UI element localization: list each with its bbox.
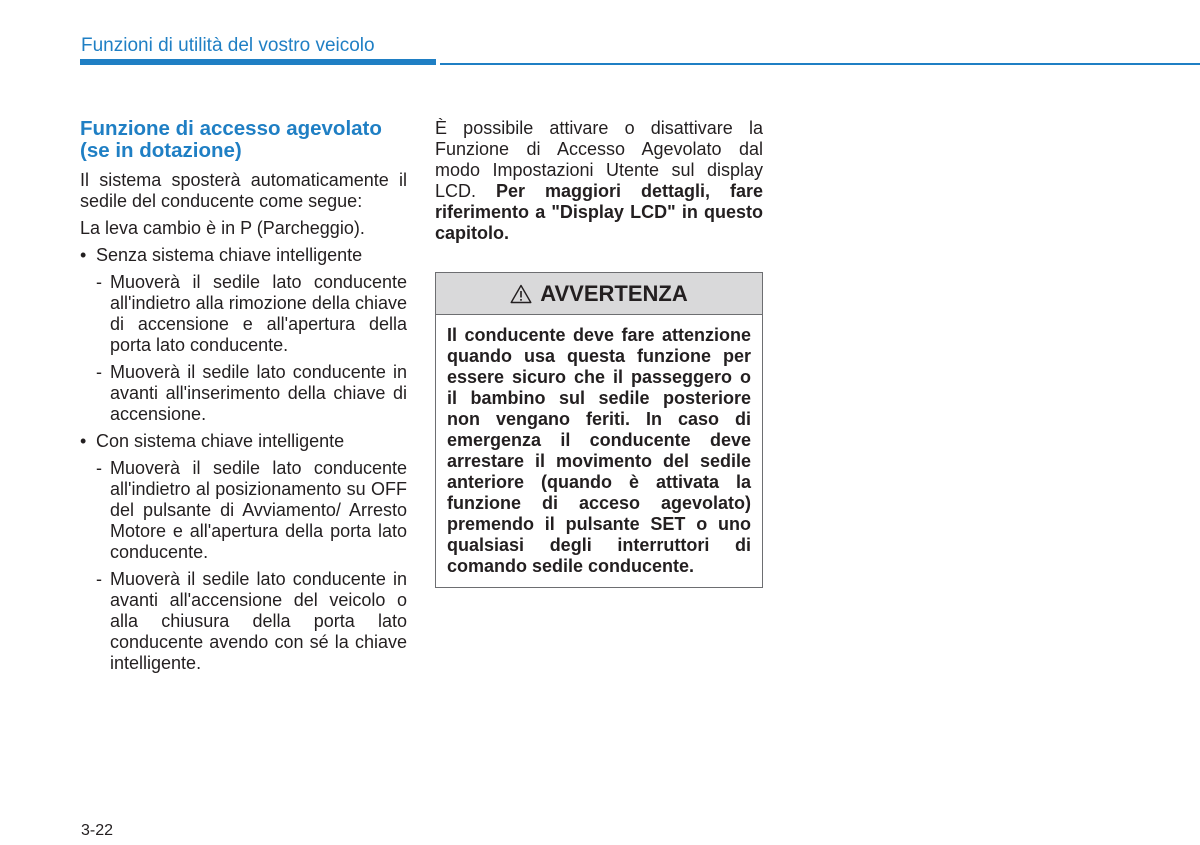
sub-item-text: Muoverà il sedile lato conducente in avanti all'inserimento della chiave di accensione. xyxy=(110,362,407,424)
warning-title: AVVERTENZA xyxy=(540,280,688,306)
running-header: Funzioni di utilità del vostro veicolo xyxy=(81,35,375,56)
sub-item-text: Muoverà il sedile lato conducente all'indietro alla rimozione della chiave di accensione e all'apertura della porta lato conducente. xyxy=(110,272,407,355)
sub-item xyxy=(80,569,407,674)
bullet-label: Senza sistema chiave intelligente xyxy=(96,245,363,265)
dash-icon: - xyxy=(96,362,102,382)
section-title: Funzione di accesso agevolato (se in dotazione) xyxy=(80,117,382,162)
intro-paragraph: Il sistema sposterà automaticamente il sedile del conducente come segue: xyxy=(80,170,407,211)
bullet-item xyxy=(80,431,407,452)
header-rule-thick xyxy=(80,59,436,65)
warning-body: Il conducente deve fare attenzione quando usa questa funzione per essere sicuro che il passeggero o il bambino sul sedile posteriore non vengano feriti. In caso di emergenza il conducente deve arrestare il movimento del sedile anteriore (quando è attivata la funzione di acceso agevolato) premendo il pulsante SET o uno qualsiasi degli interruttori di comando sedile conducente. xyxy=(447,325,751,576)
bullet-item xyxy=(80,245,407,266)
right-column xyxy=(435,118,763,588)
dash-icon: - xyxy=(96,569,102,589)
header-rule-thin xyxy=(440,63,1200,65)
bullet-label: Con sistema chiave intelligente xyxy=(96,431,345,451)
sub-item xyxy=(80,458,407,563)
bullet-dot-icon: • xyxy=(80,245,87,265)
sub-item xyxy=(80,362,407,425)
dash-icon: - xyxy=(96,272,102,292)
warning-header xyxy=(436,273,762,315)
page-number: 3-22 xyxy=(81,822,114,839)
reference-text: Per maggiori dettagli, fare riferimento a "Display LCD" in questo capitolo. xyxy=(435,181,763,243)
settings-paragraph xyxy=(435,118,763,244)
bullet-dot-icon: • xyxy=(80,431,87,451)
warning-box xyxy=(435,272,763,588)
condition-paragraph: La leva cambio è in P (Parcheggio). xyxy=(80,218,365,238)
left-column xyxy=(80,118,407,680)
dash-icon: - xyxy=(96,458,102,478)
warning-triangle-icon xyxy=(510,284,532,304)
sub-item xyxy=(80,272,407,356)
sub-item-text: Muoverà il sedile lato conducente all'indietro al posizionamento su OFF del pulsante di Avviamento/ Arresto Motore e all'apertura della porta lato conducente. xyxy=(110,458,407,562)
settings-text: È possibile attivare o disattivare la Funzione di Accesso Agevolato dal modo Impostazioni Utente sul display LCD. xyxy=(435,118,763,201)
sub-item-text: Muoverà il sedile lato conducente in avanti all'accensione del veicolo o alla chiusura della porta lato conducente avendo con sé la chiave intelligente. xyxy=(110,569,407,673)
